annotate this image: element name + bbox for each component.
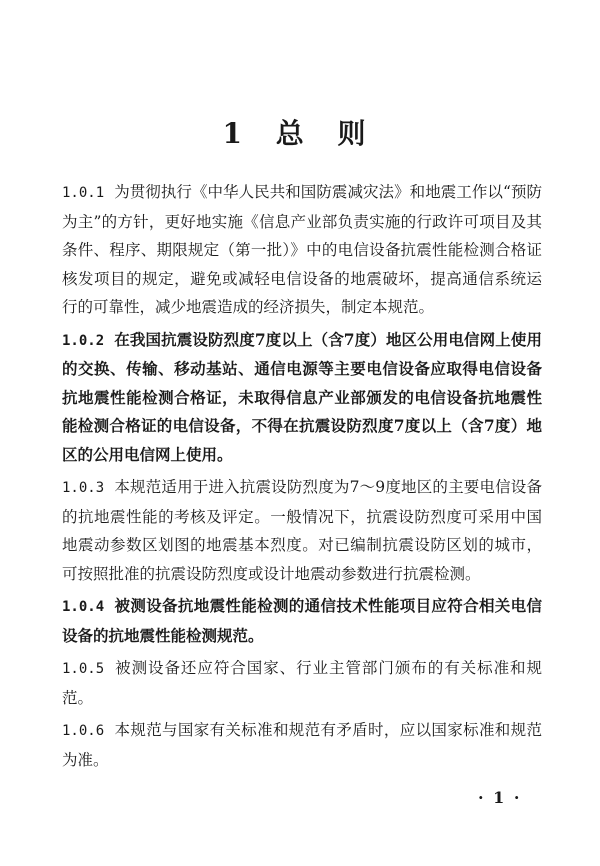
chapter-title: 1 总 则	[222, 117, 378, 150]
page-number: · 1 ·	[478, 788, 522, 807]
clause-number: 1.0.2	[62, 332, 105, 349]
clause-text: 本规范与国家有关标准和规范有矛盾时，应以国家标准和规范为准。	[62, 721, 542, 769]
document-body	[62, 178, 542, 778]
clause-1-0-3	[62, 473, 542, 588]
clause-text: 为贯彻执行《中华人民共和国防震减灾法》和地震工作以“预防为主”的方针，更好地实施《信息产业部负责实施的行政许可项目及其条件、程序、期限规定（第一批）》中的电信设备抗震性能检测合格证核发项目的规定，避免或减轻电信设备的地震破坏，提高通信系统运行的可靠性，减少地震造成的经济损失，制定本规范。	[62, 183, 542, 316]
clause-1-0-5	[62, 654, 542, 712]
clause-number: 1.0.5	[62, 661, 105, 677]
clause-text: 被测设备抗地震性能检测的通信技术性能项目应符合相关电信设备的抗地震性能检测规范。	[62, 596, 542, 645]
clause-number: 1.0.1	[62, 185, 105, 201]
clause-number: 1.0.4	[62, 599, 105, 615]
clause-text: 被测设备还应符合国家、行业主管部门颁布的有关标准和规范。	[62, 659, 542, 707]
clause-1-0-4	[62, 592, 542, 650]
clause-text: 本规范适用于进入抗震设防烈度为7～9度地区的主要电信设备的抗地震性能的考核及评定。一般情况下，抗震设防烈度可采用中国地震动参数区划图的地震基本烈度。对已编制抗震设防区划的城市，可按照批准的抗震设防烈度或设计地震动参数进行抗震检测。	[62, 478, 542, 583]
clause-1-0-1	[62, 178, 542, 322]
clause-1-0-2	[62, 326, 542, 470]
clause-number: 1.0.3	[62, 480, 105, 496]
clause-number: 1.0.6	[62, 723, 105, 739]
clause-text: 在我国抗震设防烈度7度以上（含7度）地区公用电信网上使用的交换、传输、移动基站、通信电源等主要电信设备应取得电信设备抗地震性能检测合格证，未取得信息产业部颁发的电信设备抗地震性能检测合格证的电信设备，不得在抗震设防烈度7度以上（含7度）地区的公用电信网上使用。	[62, 329, 542, 464]
clause-1-0-6	[62, 716, 542, 774]
